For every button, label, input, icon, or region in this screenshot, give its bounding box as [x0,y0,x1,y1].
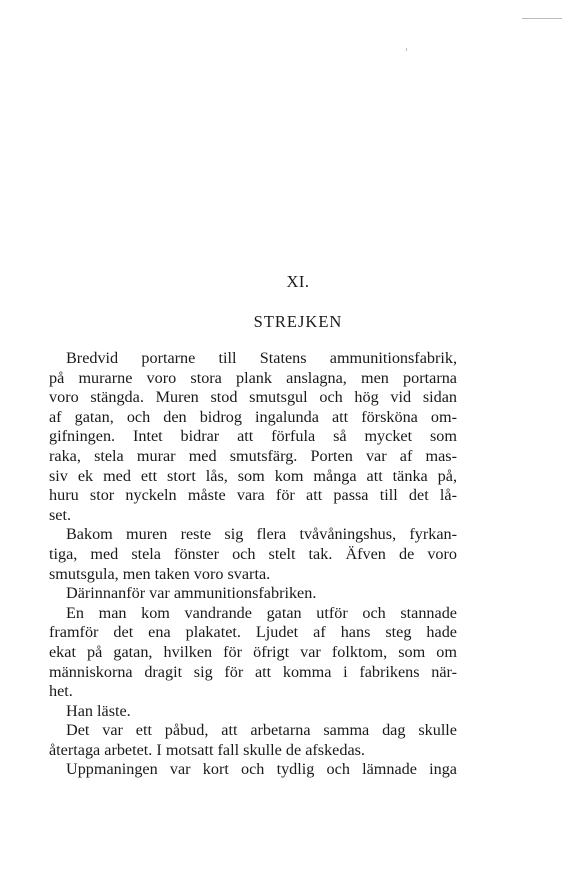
text-line: het. [49,682,73,701]
text-line: återtaga arbetet. I motsatt fall skulle de afskedas. [49,740,365,759]
text-line: Bakom muren reste sig flera tvåvåningshus, fyrkan- [66,525,457,544]
text-line: Han läste. [66,701,131,720]
text-line: voro stängda. Muren stod smutsgul och hög vid sidan [49,388,457,407]
text-line: siv ek med ett stort lås, som kom många att tänka på, [49,466,457,485]
text-line: Bredvid portarne till Statens ammunitionsfabrik, [66,349,457,367]
text-line: af gatan, och den bidrog ingalunda att försköna om- [49,407,457,426]
text-line: människorna dragit sig för att komma i fabrikens när- [49,662,457,681]
text-line: tiga, med stela fönster och stelt tak. Äfven de voro [49,544,457,563]
text-line: huru stor nyckeln måste vara för att passa till det lå- [49,486,457,505]
text-line: set. [49,505,72,524]
text-line: ekat på gatan, hvilken för öfrigt var folktom, som om [49,642,457,661]
scan-speck [406,48,407,51]
chapter-number: XI. [286,272,310,291]
scan-speck [522,18,562,19]
text-line: på murarne voro stora plank anslagna, men portarna [49,368,457,387]
text-line: smutsgula, men taken voro svarta. [49,564,271,583]
text-line: En man kom vandrande gatan utför och stannade [66,603,457,622]
text-line: Därinnanför var ammunitionsfabriken. [66,584,317,603]
text-line: raka, stela murar med smutsfärg. Porten var af mas- [49,446,457,465]
text-line: gifningen. Intet bidrar att förfula så mycket som [49,427,457,446]
text-line: Det var ett påbud, att arbetarna samma dag skulle [66,721,457,740]
chapter-body-text [49,349,457,780]
text-line: Uppmaningen var kort och tydlig och lämnade inga [66,760,457,779]
text-line: framför det ena plakatet. Ljudet af hans steg hade [49,623,457,642]
chapter-title: STREJKEN [253,312,343,331]
